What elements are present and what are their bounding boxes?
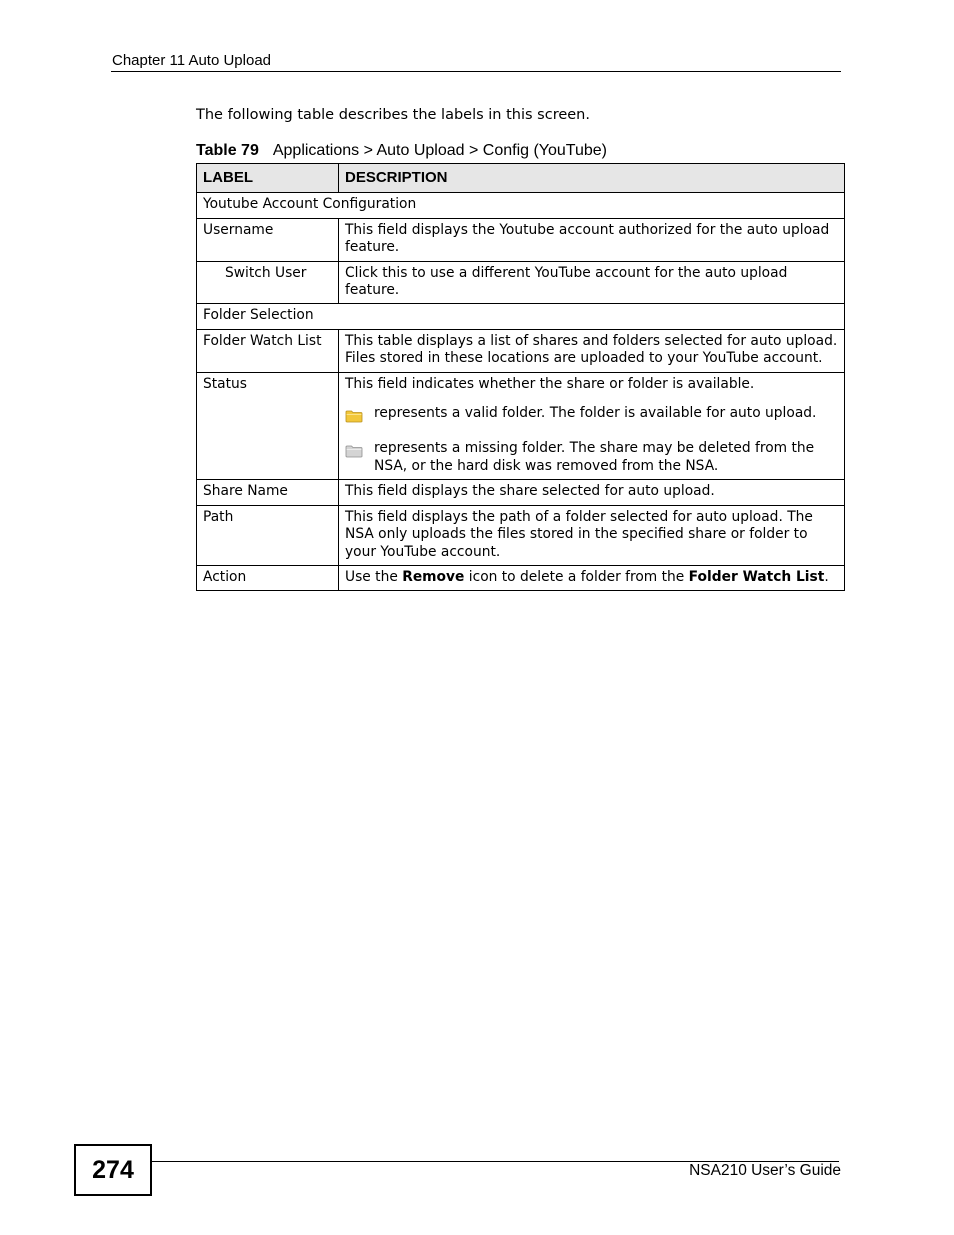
row-label-username: Username — [197, 218, 339, 261]
guide-title: NSA210 User’s Guide — [689, 1162, 841, 1179]
section-folder-selection: Folder Selection — [197, 304, 845, 329]
table-row — [197, 218, 845, 261]
status-missing-line — [345, 440, 838, 475]
remove-term: Remove — [402, 568, 465, 585]
table-header-row — [197, 164, 845, 193]
status-valid-line — [345, 405, 838, 428]
section-account-config: Youtube Account Configuration — [197, 193, 845, 218]
row-label-action: Action — [197, 565, 339, 590]
status-desc-text: This field indicates whether the share or folder is available. — [345, 375, 755, 392]
label-column-header: LABEL — [197, 164, 339, 193]
intro-text: The following table describes the labels in this screen. — [196, 107, 590, 123]
row-label-status: Status — [197, 372, 339, 480]
row-label-path: Path — [197, 505, 339, 565]
action-text-part: Use the — [345, 568, 403, 585]
row-desc-status — [339, 372, 845, 480]
row-desc-folder-watch-list: This table displays a list of shares and folders selected for auto upload. Files stored in these locations are uploaded to your YouTube account. — [339, 329, 845, 372]
folder-watch-list-term: Folder Watch List — [688, 568, 825, 585]
row-desc-username: This field displays the Youtube account authorized for the auto upload feature. — [339, 218, 845, 261]
gray-folder-icon — [345, 444, 363, 458]
table-row — [197, 372, 845, 480]
label-description-table — [196, 163, 845, 591]
action-text-part: icon to delete a folder from the — [464, 568, 689, 585]
table-row — [197, 329, 845, 372]
row-desc-action — [339, 565, 845, 590]
yellow-folder-icon — [345, 409, 363, 423]
header-rule — [111, 71, 841, 72]
table-row — [197, 565, 845, 590]
table-row — [197, 261, 845, 304]
section-row — [197, 304, 845, 329]
chapter-header: Chapter 11 Auto Upload — [112, 52, 272, 69]
row-desc-switch-user: Click this to use a different YouTube account for the auto upload feature. — [339, 261, 845, 304]
row-label-switch-user: Switch User — [197, 261, 339, 304]
action-text-part: . — [824, 568, 829, 585]
row-label-folder-watch-list: Folder Watch List — [197, 329, 339, 372]
row-label-share-name: Share Name — [197, 480, 339, 505]
table-row — [197, 505, 845, 565]
section-row — [197, 193, 845, 218]
description-column-header: DESCRIPTION — [339, 164, 845, 193]
table-number: Table 79 — [196, 142, 259, 159]
table-title: Applications > Auto Upload > Config (YouTube) — [272, 142, 607, 159]
status-missing-text: represents a missing folder. The share may be deleted from the NSA, or the hard disk was removed from the NSA. — [374, 440, 815, 474]
row-desc-path: This field displays the path of a folder selected for auto upload. The NSA only uploads the files stored in the specified share or folder to your YouTube account. — [339, 505, 845, 565]
table-caption — [196, 142, 607, 160]
page-number: 274 — [74, 1144, 152, 1196]
table-row — [197, 480, 845, 505]
status-valid-text: represents a valid folder. The folder is available for auto upload. — [374, 405, 817, 422]
row-desc-share-name: This field displays the share selected for auto upload. — [339, 480, 845, 505]
